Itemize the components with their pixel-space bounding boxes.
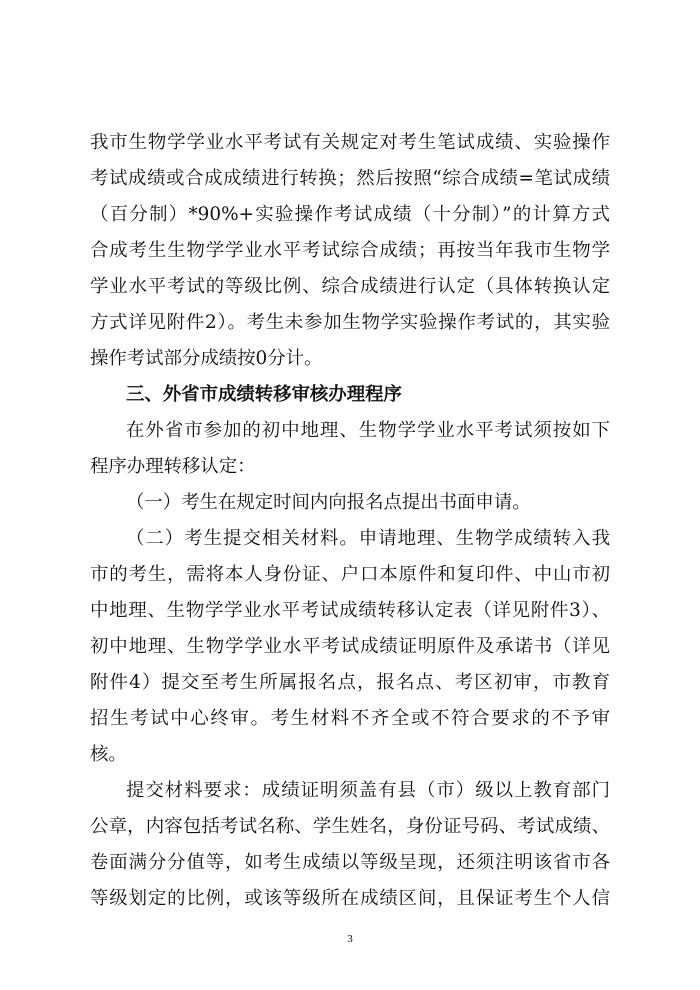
- text-line: 核。: [90, 744, 127, 765]
- text-line: 合成考生生物学学业水平考试综合成绩；再按当年我市生物学: [90, 240, 610, 261]
- text-line: 我市生物学学业水平考试有关规定对考生笔试成绩、实验操作: [90, 132, 610, 153]
- text-line: 考试成绩或合成成绩进行转换；然后按照“综合成绩=笔试成绩: [90, 168, 610, 189]
- text-line: 中地理、生物学学业水平考试成绩转移认定表（详见附件3）、: [90, 600, 610, 621]
- text-line: 初中地理、生物学学业水平考试成绩证明原件及承诺书（详见: [90, 636, 610, 657]
- text-line: 市的考生，需将本人身份证、户口本原件和复印件、中山市初: [90, 564, 610, 585]
- text-line: 附件4）提交至考生所属报名点，报名点、考区初审，市教育: [90, 672, 610, 693]
- text-line: （二）考生提交相关材料。申请地理、生物学成绩转入我: [126, 528, 610, 549]
- text-line: 操作考试部分成绩按0分计。: [90, 348, 323, 369]
- text-line: （百分制）*90%+实验操作考试成绩（十分制）”的计算方式: [90, 204, 610, 225]
- text-line: 学业水平考试的等级比例、综合成绩进行认定（具体转换认定: [90, 276, 610, 297]
- text-line: 在外省市参加的初中地理、生物学学业水平考试须按如下: [126, 420, 610, 441]
- text-line: 公章，内容包括考试名称、学生姓名，身份证号码、考试成绩、: [90, 816, 610, 837]
- text-line: 卷面满分分值等，如考生成绩以等级呈现，还须注明该省市各: [90, 852, 610, 873]
- step-item: （一）考生在规定时间内向报名点提出书面申请。: [126, 492, 531, 513]
- section-heading: 三、外省市成绩转移审核办理程序: [126, 384, 402, 405]
- text-line: 方式详见附件2）。考生未参加生物学实验操作考试的，其实验: [90, 312, 610, 333]
- text-line: 等级划定的比例，或该等级所在成绩区间，且保证考生个人信: [90, 888, 610, 909]
- text-line: 程序办理转移认定：: [90, 456, 256, 477]
- page-number: 3: [347, 933, 353, 945]
- text-line: 招生考试中心终审。考生材料不齐全或不符合要求的不予审: [90, 708, 610, 729]
- text-line: 提交材料要求：成绩证明须盖有县（市）级以上教育部门: [126, 780, 610, 801]
